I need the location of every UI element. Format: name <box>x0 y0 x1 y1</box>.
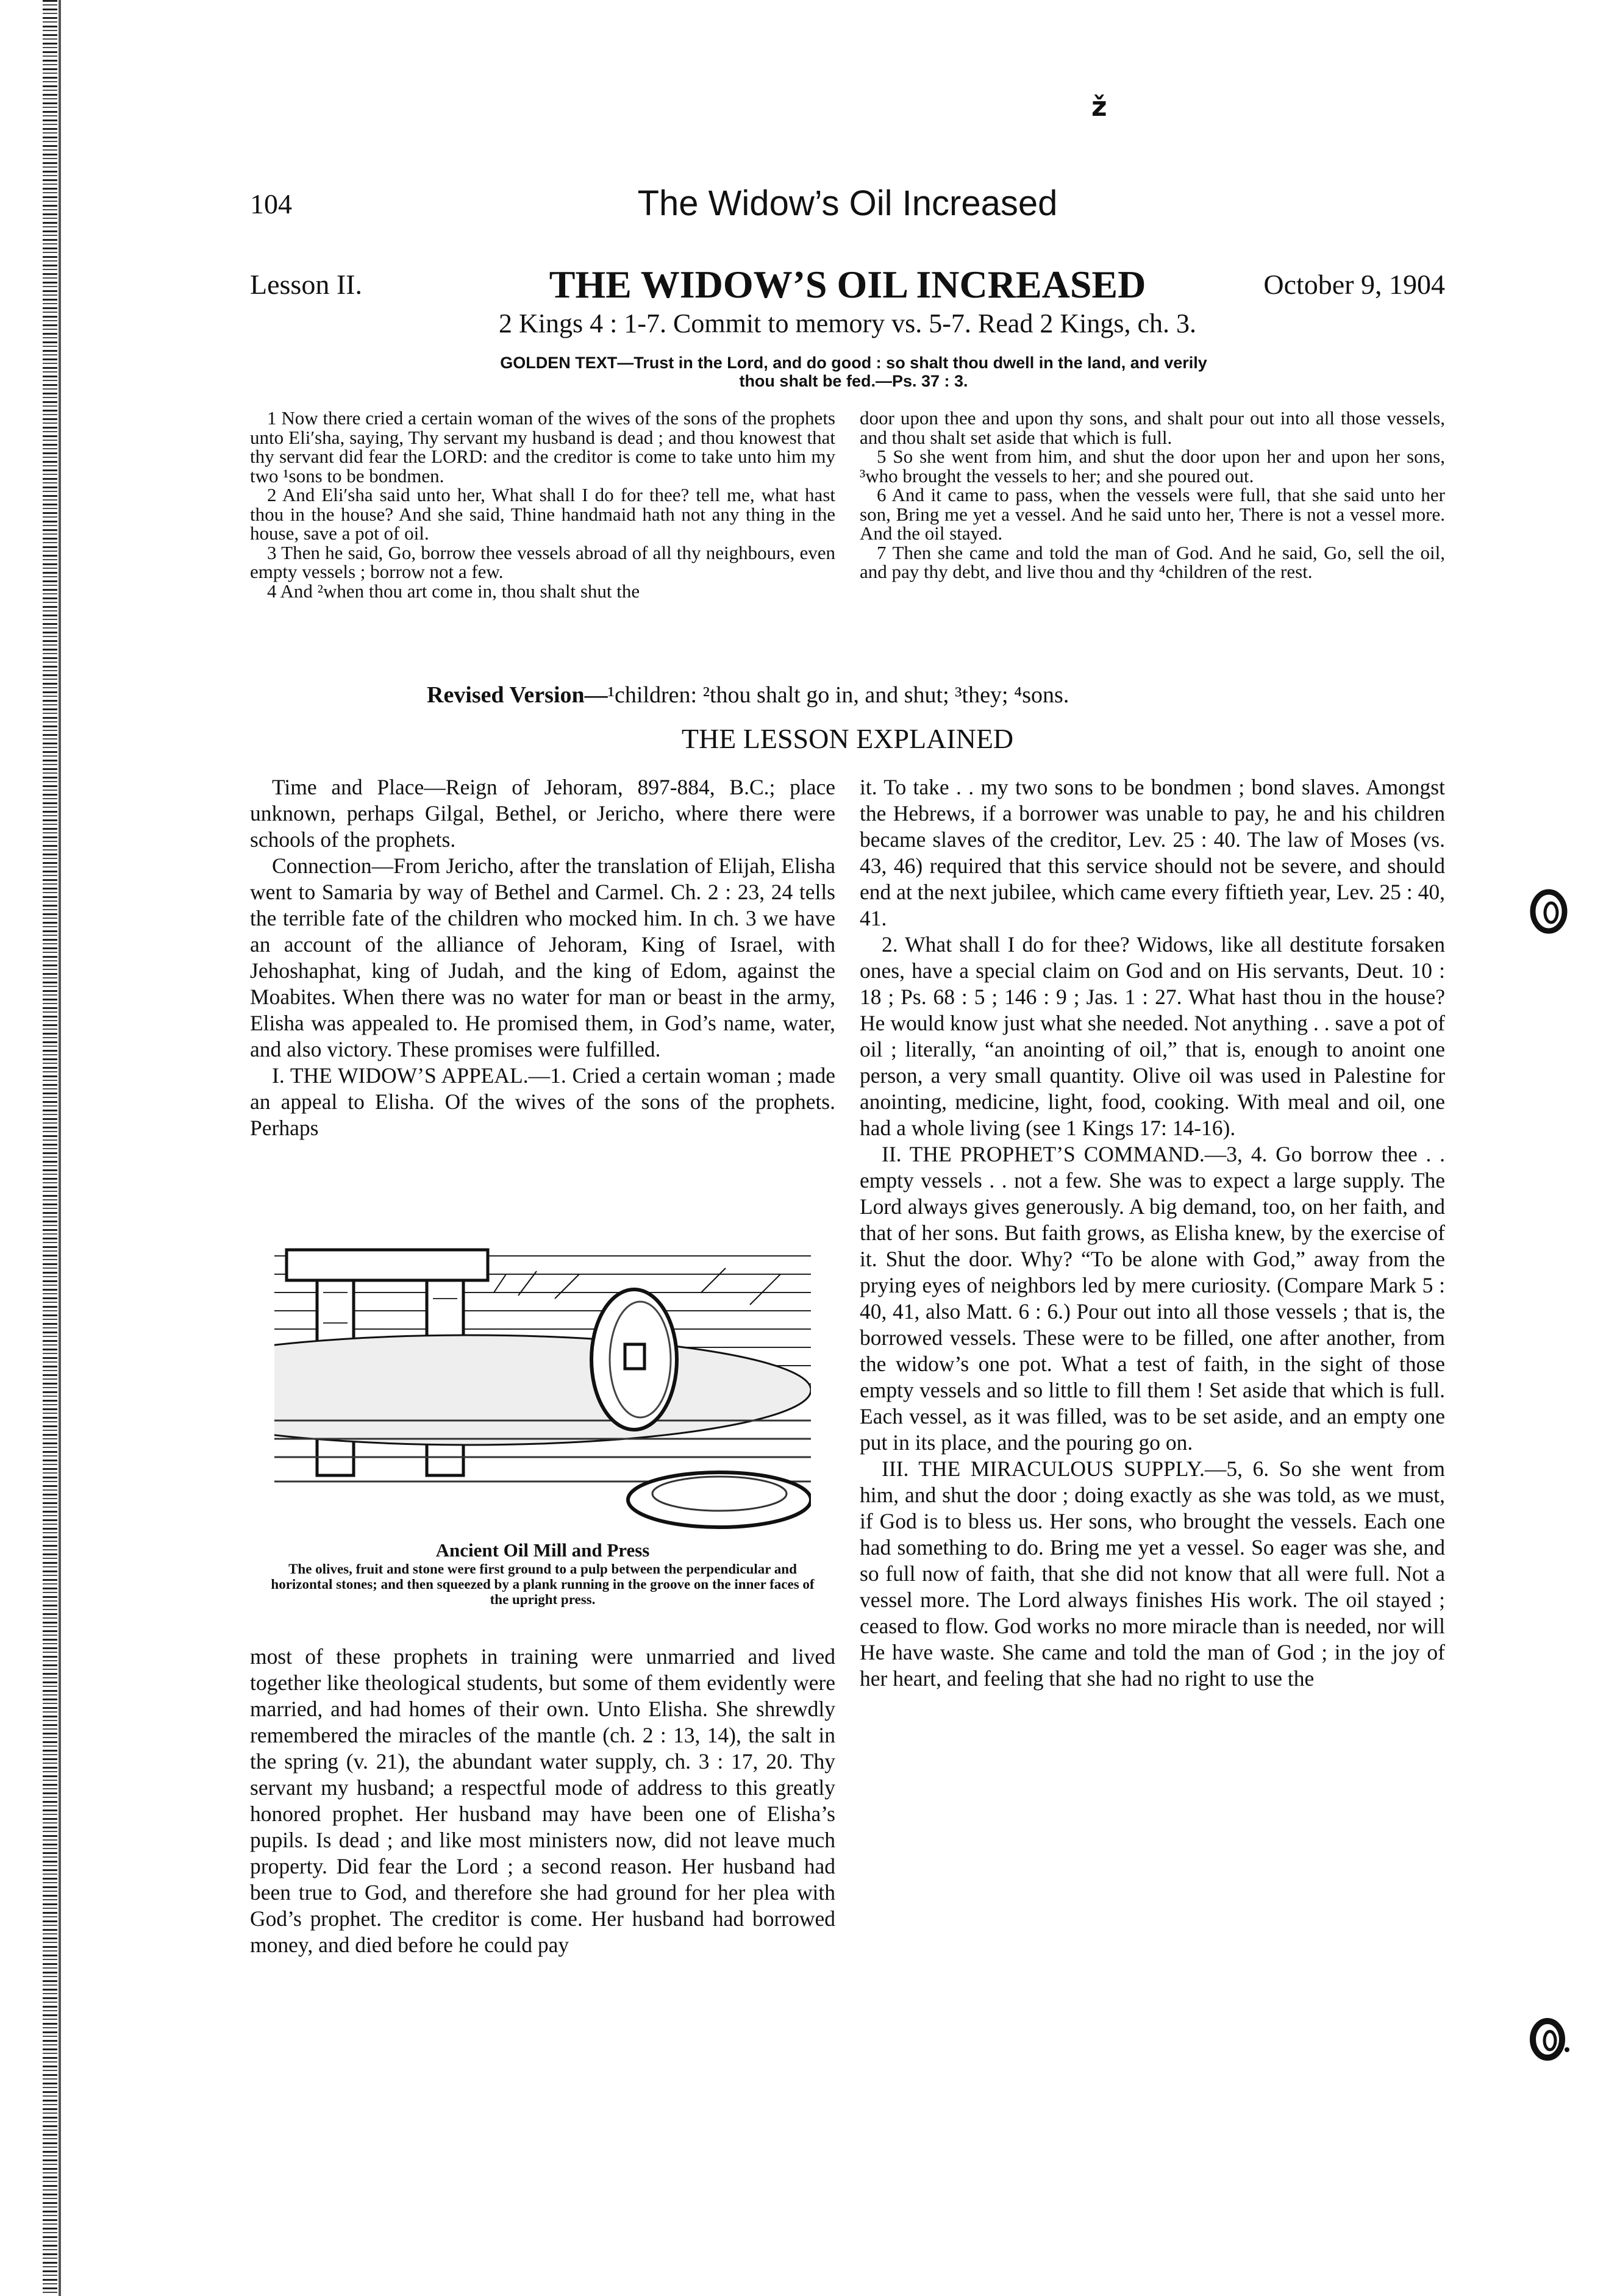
revised-version-label: Revised Version— <box>427 682 608 708</box>
commentary-paragraph: III. THE MIRACULOUS SUPPLY.—5, 6. So she went from him, and shut the door ; doing exactly as she was told, as we must, if God is to bless us. Her sons, who brought the vessels. Each one had something to do. Bring me yet a vessel. So eager was she, and so full now of faith, that she did not know that all were full. Not a vessel more. The Lord always finishes His work. The oil stayed ; ceased to flow. God works no more miracle than is needed, nor will He have waste. She came and told the man of God ; in the joy of her heart, and feeling that she had no right to use the <box>860 1456 1445 1691</box>
scripture-column-right <box>860 408 1445 582</box>
golden-text <box>317 354 1390 390</box>
scripture-verse: door upon thee and upon thy sons, and shalt pour out into all those vessels, and thou shalt set aside that which is full. <box>860 407 1445 448</box>
commentary-left-bottom <box>250 1644 835 1958</box>
figure-caption <box>262 1539 823 1607</box>
scripture-verse: 5 So she went from him, and shut the door upon her and upon her sons, ³who brought the vessels to her; and she poured out. <box>860 446 1445 487</box>
scripture-column-left <box>250 408 835 601</box>
binding-edge <box>43 0 57 2296</box>
page-header <box>250 183 1445 232</box>
revised-version-text: ¹children: ²thou shalt go in, and shut; ³they; ⁴sons. <box>607 682 1069 708</box>
commentary-paragraph: Connection—From Jericho, after the translation of Elijah, Elisha went to Samaria by way of Bethel and Carmel. Ch. 2 : 23, 24 tells the terrible fate of the children who mocked him. In ch. 3 we have an account of the alliance of Jehoram, King of Israel, with Jehoshaphat, king of Judah, and the king of Edom, against the Moabites. When there was no water for man or beast in the army, Elisha was appealed to. He promised them, in God’s name, water, and also victory. These promises were fulfilled. <box>250 854 835 1061</box>
lesson-number: Lesson II. <box>250 269 362 300</box>
commentary-left-top <box>250 774 835 1141</box>
golden-text-line-1: GOLDEN TEXT—Trust in the Lord, and do good : so shalt thou dwell in the land, and verily <box>500 354 1207 372</box>
figure-caption-text: The olives, fruit and stone were first ground to a pulp between the perpendicular and horizontal stones; and then squeezed by a plank running in the groove on the inner faces of the upright press. <box>271 1561 815 1607</box>
lesson-header <box>250 262 1445 305</box>
scripture-verse: 6 And it came to pass, when the vessels were full, that she said unto her son, Bring me yet a vessel. And he said unto her, There is not a vessel more. And the oil stayed. <box>860 484 1445 544</box>
scripture-verse: 1 Now there cried a certain woman of the wives of the sons of the prophets unto Eli′sha, saying, Thy servant my husband is dead ; and thou knowest that thy servant did fear the LORD: and the creditor is come to take unto him my two ¹sons to be bondmen. <box>250 407 835 487</box>
commentary-right <box>860 774 1445 1692</box>
top-mark: ž <box>1091 91 1107 123</box>
running-head: The Widow’s Oil Increased <box>637 184 1058 223</box>
scripture-verse: 3 Then he said, Go, borrow thee vessels abroad of all thy neighbours, even empty vessels ; borrow not a few. <box>250 541 835 582</box>
punch-hole-bottom <box>1524 2012 1573 2067</box>
section-heading: THE LESSON EXPLAINED <box>681 723 1014 754</box>
scripture-verse: 7 Then she came and told the man of God. And he said, Go, sell the oil, and pay thy debt, and live thou and thy ⁴children of the rest. <box>860 541 1445 582</box>
oil-mill-illustration <box>274 1238 811 1536</box>
commentary-paragraph: it. To take . . my two sons to be bondmen ; bond slaves. Amongst the Hebrews, if a borrower was unable to pay, he and his children became slaves of the creditor, Lev. 25 : 40. The law of Moses (vs. 43, 46) required that this service should not be severe, and should end at the next jubilee, which came every fiftieth year, Lev. 25 : 40, 41. <box>860 775 1445 930</box>
figure-title: Ancient Oil Mill and Press <box>435 1539 650 1561</box>
commentary-paragraph: 2. What shall I do for thee? Widows, like all destitute forsaken ones, have a special claim on God and on His servants, Deut. 10 : 18 ; Ps. 68 : 5 ; 146 : 9 ; Jas. 1 : 27. What hast thou in the house? He would know just what she needed. Not anything . . save a pot of oil ; literally, “an anointing of oil,” that is, enough to anoint one person, a very small quantity. Olive oil was used in Palestine for anointing, medicine, light, food, cooking. With meal and oil, one had a whole living (see 1 Kings 17: 14-16). <box>860 932 1445 1140</box>
commentary-paragraph: I. THE WIDOW’S APPEAL.—1. Cried a certain woman ; made an appeal to Elisha. Of the wives of the sons of the prophets. Perhaps <box>250 1063 835 1140</box>
commentary-paragraph: Time and Place—Reign of Jehoram, 897-884, B.C.; place unknown, perhaps Gilgal, Bethel, or Jericho, where there were schools of the prophets. <box>250 775 835 852</box>
lesson-title: THE WIDOW’S OIL INCREASED <box>549 263 1146 306</box>
punch-hole-top <box>1524 884 1573 939</box>
commentary-paragraph: most of these prophets in training were unmarried and lived together like theological students, but some of them evidently were married, and had homes of their own. Unto Elisha. She shrewdly remembered the miracles of the mantle (ch. 2 : 13, 14), the salt in the spring (v. 21), the abundant water supply, ch. 3 : 17, 20. Thy servant my husband; a respectful mode of address to this greatly honored prophet. Her husband may have been one of Elisha’s pupils. Is dead ; and like most ministers now, did not leave much property. Did fear the Lord ; a second reason. Her husband had been true to God, and therefore she had ground for her plea with God’s prophet. The creditor is come. Her husband had borrowed money, and died before he could pay <box>250 1644 835 1957</box>
lesson-references: 2 Kings 4 : 1-7. Commit to memory vs. 5-7. Read 2 Kings, ch. 3. <box>499 308 1196 338</box>
golden-text-line-2: thou shalt be fed.—Ps. 37 : 3. <box>739 372 968 390</box>
lesson-date: October 9, 1904 <box>1263 269 1445 300</box>
scripture-verse: 2 And Eli′sha said unto her, What shall I do for thee? tell me, what hast thou in the house? And she said, Thine handmaid hath not any thing in the house, save a pot of oil. <box>250 484 835 544</box>
revised-version-note <box>427 682 1341 708</box>
commentary-paragraph: II. THE PROPHET’S COMMAND.—3, 4. Go borrow thee . . empty vessels . . not a few. She was to expect a large supply. The Lord always gives generously. A big demand, too, on her faith, and that of her sons. But faith grows, as Elisha knew, by the exercise of it. Shut the door. Why? “To be alone with God,” away from the prying eyes of neighbors led by mere curiosity. (Compare Mark 5 : 40, 41, also Matt. 6 : 6.) Pour out into all those vessels ; that is, the borrowed vessels. These were to be filled, one after another, from the widow’s one pot. What a test of faith, in the sight of those empty vessels and so little to fill them ! Set aside that which is full. Each vessel, as it was filled, was to be set aside, and an empty one put in its place, and the pouring go on. <box>860 1142 1445 1455</box>
scripture-verse: 4 And ²when thou art come in, thou shalt shut the <box>267 580 640 602</box>
page-number: 104 <box>250 188 292 219</box>
binding-edge-line <box>59 0 61 2296</box>
